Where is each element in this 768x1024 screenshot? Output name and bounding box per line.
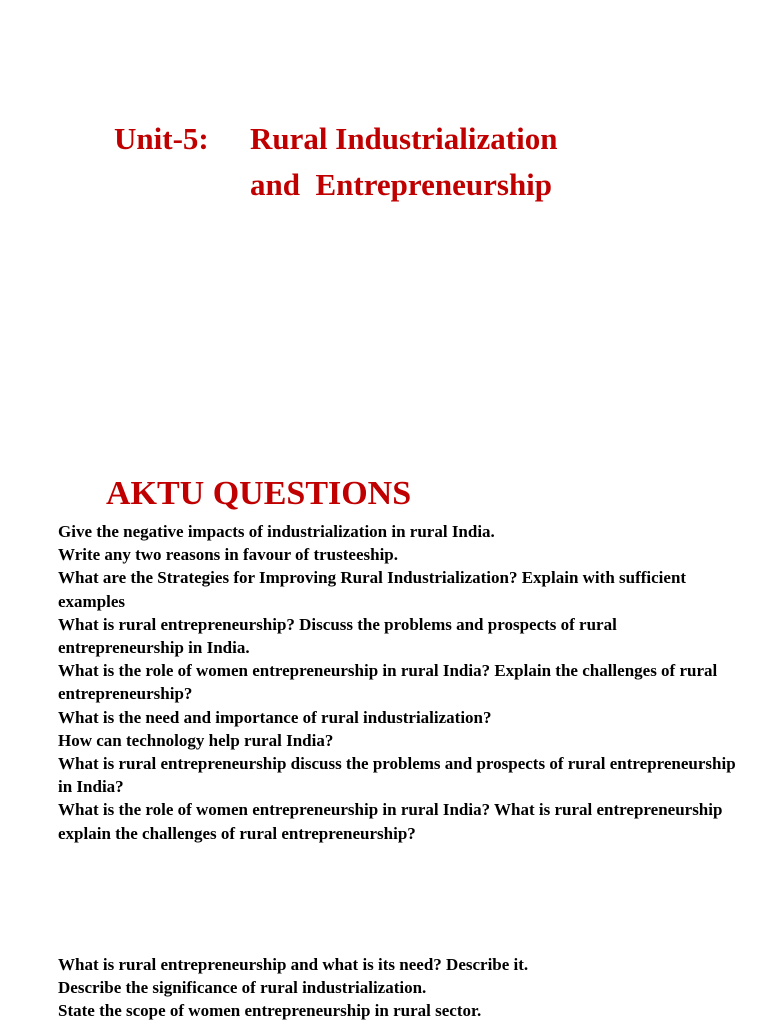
question-item: How can technology help rural India?	[58, 730, 334, 750]
question-item: Write any two reasons in favour of trusteeship.	[58, 545, 398, 565]
question-list-2	[58, 953, 738, 1023]
question-item: What are the Strategies for Improving Rural Industrialization? Explain with sufficient examples	[58, 568, 687, 611]
question-item: What is the need and importance of rural industrialization?	[58, 707, 492, 727]
question-item: What is rural entrepreneurship discuss the problems and prospects of rural entrepreneurship in India?	[58, 754, 736, 797]
question-item: What is rural entrepreneurship? Discuss the problems and prospects of rural entrepreneurship in India.	[58, 614, 617, 658]
section-heading: AKTU QUESTIONS	[106, 475, 412, 512]
question-item: State the scope of women entrepreneurship in rural sector.	[58, 1001, 482, 1021]
title-line-1: Rural Industrialization	[250, 121, 558, 156]
question-item: What is rural entrepreneurship and what is its need? Describe it.	[58, 955, 529, 974]
title-unit-label: Unit-5:	[114, 121, 209, 156]
title-row-1	[114, 116, 557, 162]
question-item: Give the negative impacts of industrialization in rural India.	[58, 522, 495, 541]
question-item: What is the role of women entrepreneurship in rural India? What is rural entrepreneurship explain the challenges of rural entrepreneurship?	[58, 800, 723, 843]
title-line-2: and Entrepreneurship	[250, 167, 553, 202]
slide-title	[114, 116, 557, 208]
question-item: What is the role of women entrepreneurship in rural India? Explain the challenges of rural entrepreneurship?	[58, 661, 718, 704]
question-item: Describe the significance of rural industrialization.	[58, 978, 427, 998]
question-list-1	[58, 520, 738, 845]
